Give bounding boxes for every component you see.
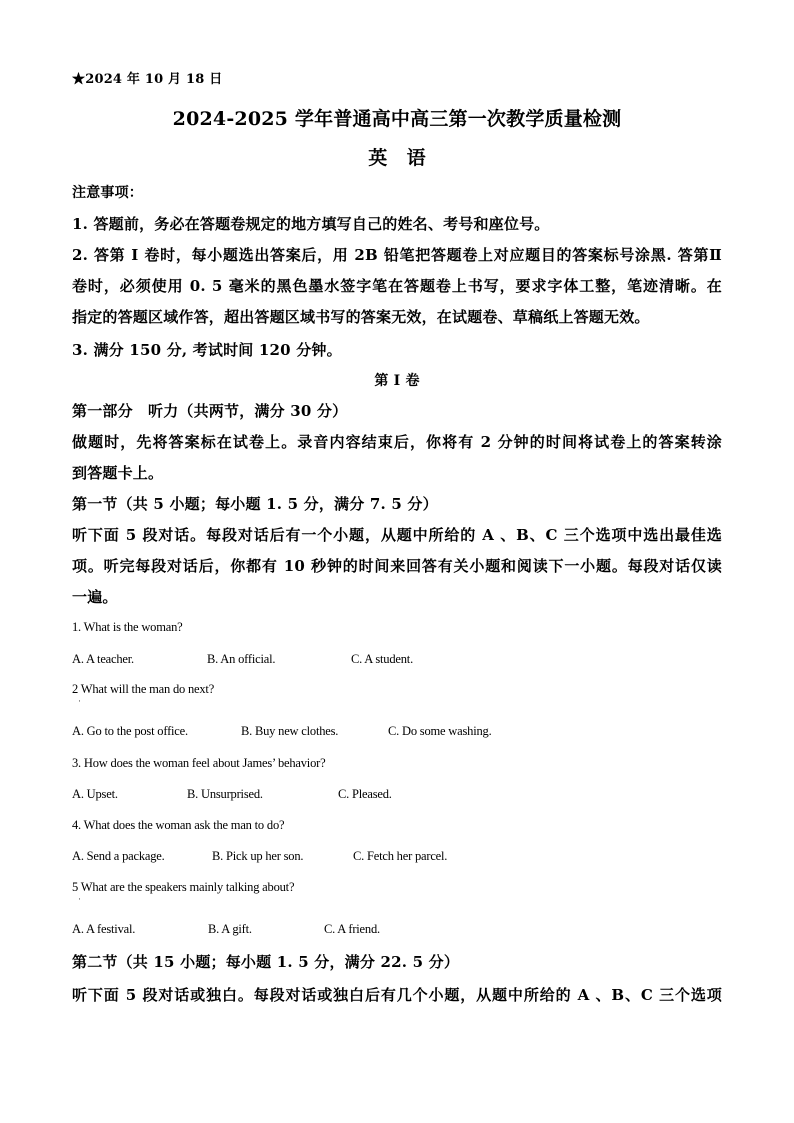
question-5-stem: 5 What are the speakers mainly talking about? bbox=[72, 880, 295, 894]
section1-intro-line-3: 一遍。 bbox=[72, 588, 118, 606]
subject-title: 英 语 bbox=[368, 147, 426, 169]
section2-intro-line-1: 听下面 5 段对话或独白。每段对话或独白后有几个小题，从题中所给的 A 、B、C 三个选项 bbox=[72, 986, 722, 1004]
question-2-option-c: C. Do some washing. bbox=[388, 724, 492, 738]
question-1-option-b: B. An official. bbox=[207, 652, 276, 666]
question-5-option-c: C. A friend. bbox=[324, 922, 380, 936]
question-2-option-a: A. Go to the post office. bbox=[72, 724, 188, 738]
section2-heading: 第二节（共 15 小题；每小题 1. 5 分，满分 22. 5 分） bbox=[72, 953, 460, 971]
section1-intro-line-2: 项。听完每段对话后，你都有 10 秒钟的时间来回答有关小题和阅读下一小题。每段对话仅读 bbox=[72, 557, 722, 575]
question-1-stem: 1. What is the woman? bbox=[72, 620, 183, 634]
exam-title: 2024-2025 学年普通高中高三第一次教学质量检测 bbox=[172, 108, 622, 130]
notes-heading: 注意事项： bbox=[72, 185, 143, 201]
question-1-option-a: A. A teacher. bbox=[72, 652, 134, 666]
question-5-option-b: B. A gift. bbox=[208, 922, 252, 936]
note-item-3: 3. 满分 150 分, 考试时间 120 分钟。 bbox=[72, 341, 342, 359]
exam-date: ★2024 年 10 月 18 日 bbox=[72, 72, 223, 87]
question-2-option-b: B. Buy new clothes. bbox=[241, 724, 339, 738]
part1-intro-line-1: 做题时，先将答案标在试卷上。录音内容结束后，你将有 2 分钟的时间将试卷上的答案转涂 bbox=[72, 433, 722, 451]
part1-intro-line-2: 到答题卡上。 bbox=[72, 464, 164, 482]
note-item-1: 1. 答题前，务必在答题卷规定的地方填写自己的姓名、考号和座位号。 bbox=[72, 215, 550, 233]
question-4-option-c: C. Fetch her parcel. bbox=[353, 849, 448, 863]
question-4-stem: 4. What does the woman ask the man to do? bbox=[72, 818, 285, 832]
question-3-option-c: C. Pleased. bbox=[338, 787, 392, 801]
question-2-stray-dot: · bbox=[78, 696, 81, 706]
note-item-2-line-3: 指定的答题区域作答，超出答题区域书写的答案无效，在试题卷、草稿纸上答题无效。 bbox=[72, 308, 650, 326]
question-2-stem: 2 What will the man do next? bbox=[72, 682, 215, 696]
note-item-2-line-2: 卷时，必须使用 0. 5 毫米的黑色墨水签字笔在答题卷上书写，要求字体工整，笔迹清晰。在 bbox=[72, 277, 722, 295]
question-4-option-a: A. Send a package. bbox=[72, 849, 165, 863]
note-item-2-line-1: 2. 答第 I 卷时，每小题选出答案后，用 2B 铅笔把答题卷上对应题目的答案标号涂黑. 答第Ⅱ bbox=[72, 246, 722, 264]
question-5-option-a: A. A festival. bbox=[72, 922, 136, 936]
question-4-option-b: B. Pick up her son. bbox=[212, 849, 304, 863]
question-3-option-a: A. Upset. bbox=[72, 787, 118, 801]
question-5-stray-dot: · bbox=[78, 894, 81, 904]
section1-heading: 第一节（共 5 小题；每小题 1. 5 分，满分 7. 5 分） bbox=[72, 495, 438, 513]
question-3-stem: 3. How does the woman feel about James’ behavior? bbox=[72, 756, 326, 770]
section1-intro-line-1: 听下面 5 段对话。每段对话后有一个小题，从题中所给的 A 、B、C 三个选项中选出最佳选 bbox=[72, 526, 722, 544]
volume-title: 第 I 卷 bbox=[374, 373, 420, 389]
part1-heading: 第一部分 听力（共两节，满分 30 分） bbox=[72, 402, 348, 420]
question-1-option-c: C. A student. bbox=[351, 652, 413, 666]
question-3-option-b: B. Unsurprised. bbox=[187, 787, 263, 801]
